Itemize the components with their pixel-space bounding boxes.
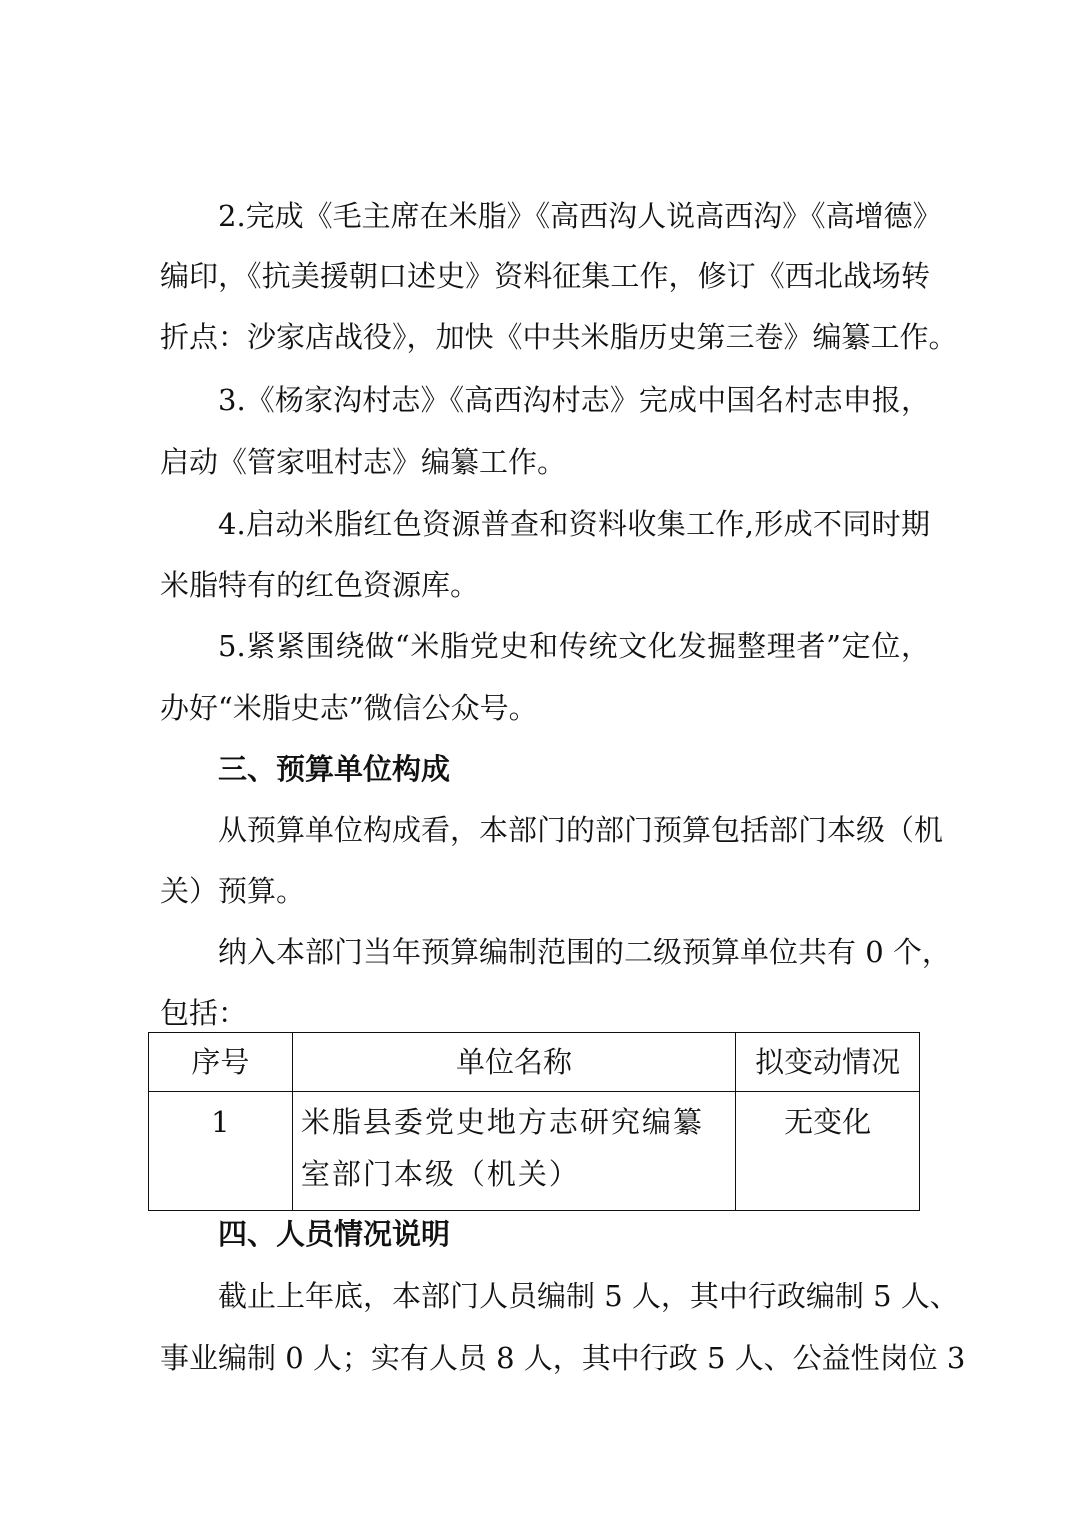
paragraph-budget-composition-line1: 从预算单位构成看，本部门的部门预算包括部门本级（机 (218, 813, 944, 847)
cell-planned-change: 无变化 (736, 1092, 920, 1211)
header-seq: 序号 (149, 1033, 293, 1092)
paragraph-item4-line1: 4.启动米脂红色资源普查和资料收集工作,形成不同时期 (218, 507, 930, 541)
budget-units-table (148, 1032, 920, 1211)
section-heading-budget-units: 三、预算单位构成 (218, 752, 451, 786)
paragraph-item5-line2: 办好“米脂史志”微信公众号。 (160, 691, 538, 725)
cell-unit-name: 米脂县委党史地方志研究编纂室部门本级（机关） (292, 1092, 735, 1211)
header-unit-name: 单位名称 (292, 1033, 735, 1092)
cell-seq: 1 (149, 1092, 293, 1211)
paragraph-item2-line3: 折点：沙家店战役》，加快《中共米脂历史第三卷》编纂工作。 (160, 320, 958, 354)
paragraph-secondary-units-line2: 包括： (160, 996, 248, 1030)
paragraph-personnel-line1: 截止上年底，本部门人员编制 5 人，其中行政编制 5 人、 (218, 1279, 959, 1313)
paragraph-item5-line1: 5.紧紧围绕做“米脂党史和传统文化发掘整理者”定位， (218, 629, 930, 663)
paragraph-item3-line1: 3.《杨家沟村志》《高西沟村志》完成中国名村志申报， (218, 383, 930, 417)
paragraph-item4-line2: 米脂特有的红色资源库。 (160, 568, 480, 602)
table-row (149, 1092, 920, 1211)
paragraph-secondary-units-line1: 纳入本部门当年预算编制范围的二级预算单位共有 0 个， (218, 935, 951, 969)
section-heading-personnel: 四、人员情况说明 (218, 1217, 451, 1251)
paragraph-personnel-line2: 事业编制 0 人；实有人员 8 人，其中行政 5 人、公益性岗位 3 (160, 1341, 966, 1375)
header-planned-change: 拟变动情况 (736, 1033, 920, 1092)
table-header-row (149, 1033, 920, 1092)
paragraph-item2-line2: 编印，《抗美援朝口述史》资料征集工作，修订《西北战场转 (160, 259, 930, 293)
paragraph-budget-composition-line2: 关）预算。 (160, 874, 306, 908)
paragraph-item3-line2: 启动《管家咀村志》编纂工作。 (160, 445, 567, 479)
paragraph-item2-line1: 2.完成《毛主席在米脂》《高西沟人说高西沟》《高增德》 (218, 199, 942, 233)
